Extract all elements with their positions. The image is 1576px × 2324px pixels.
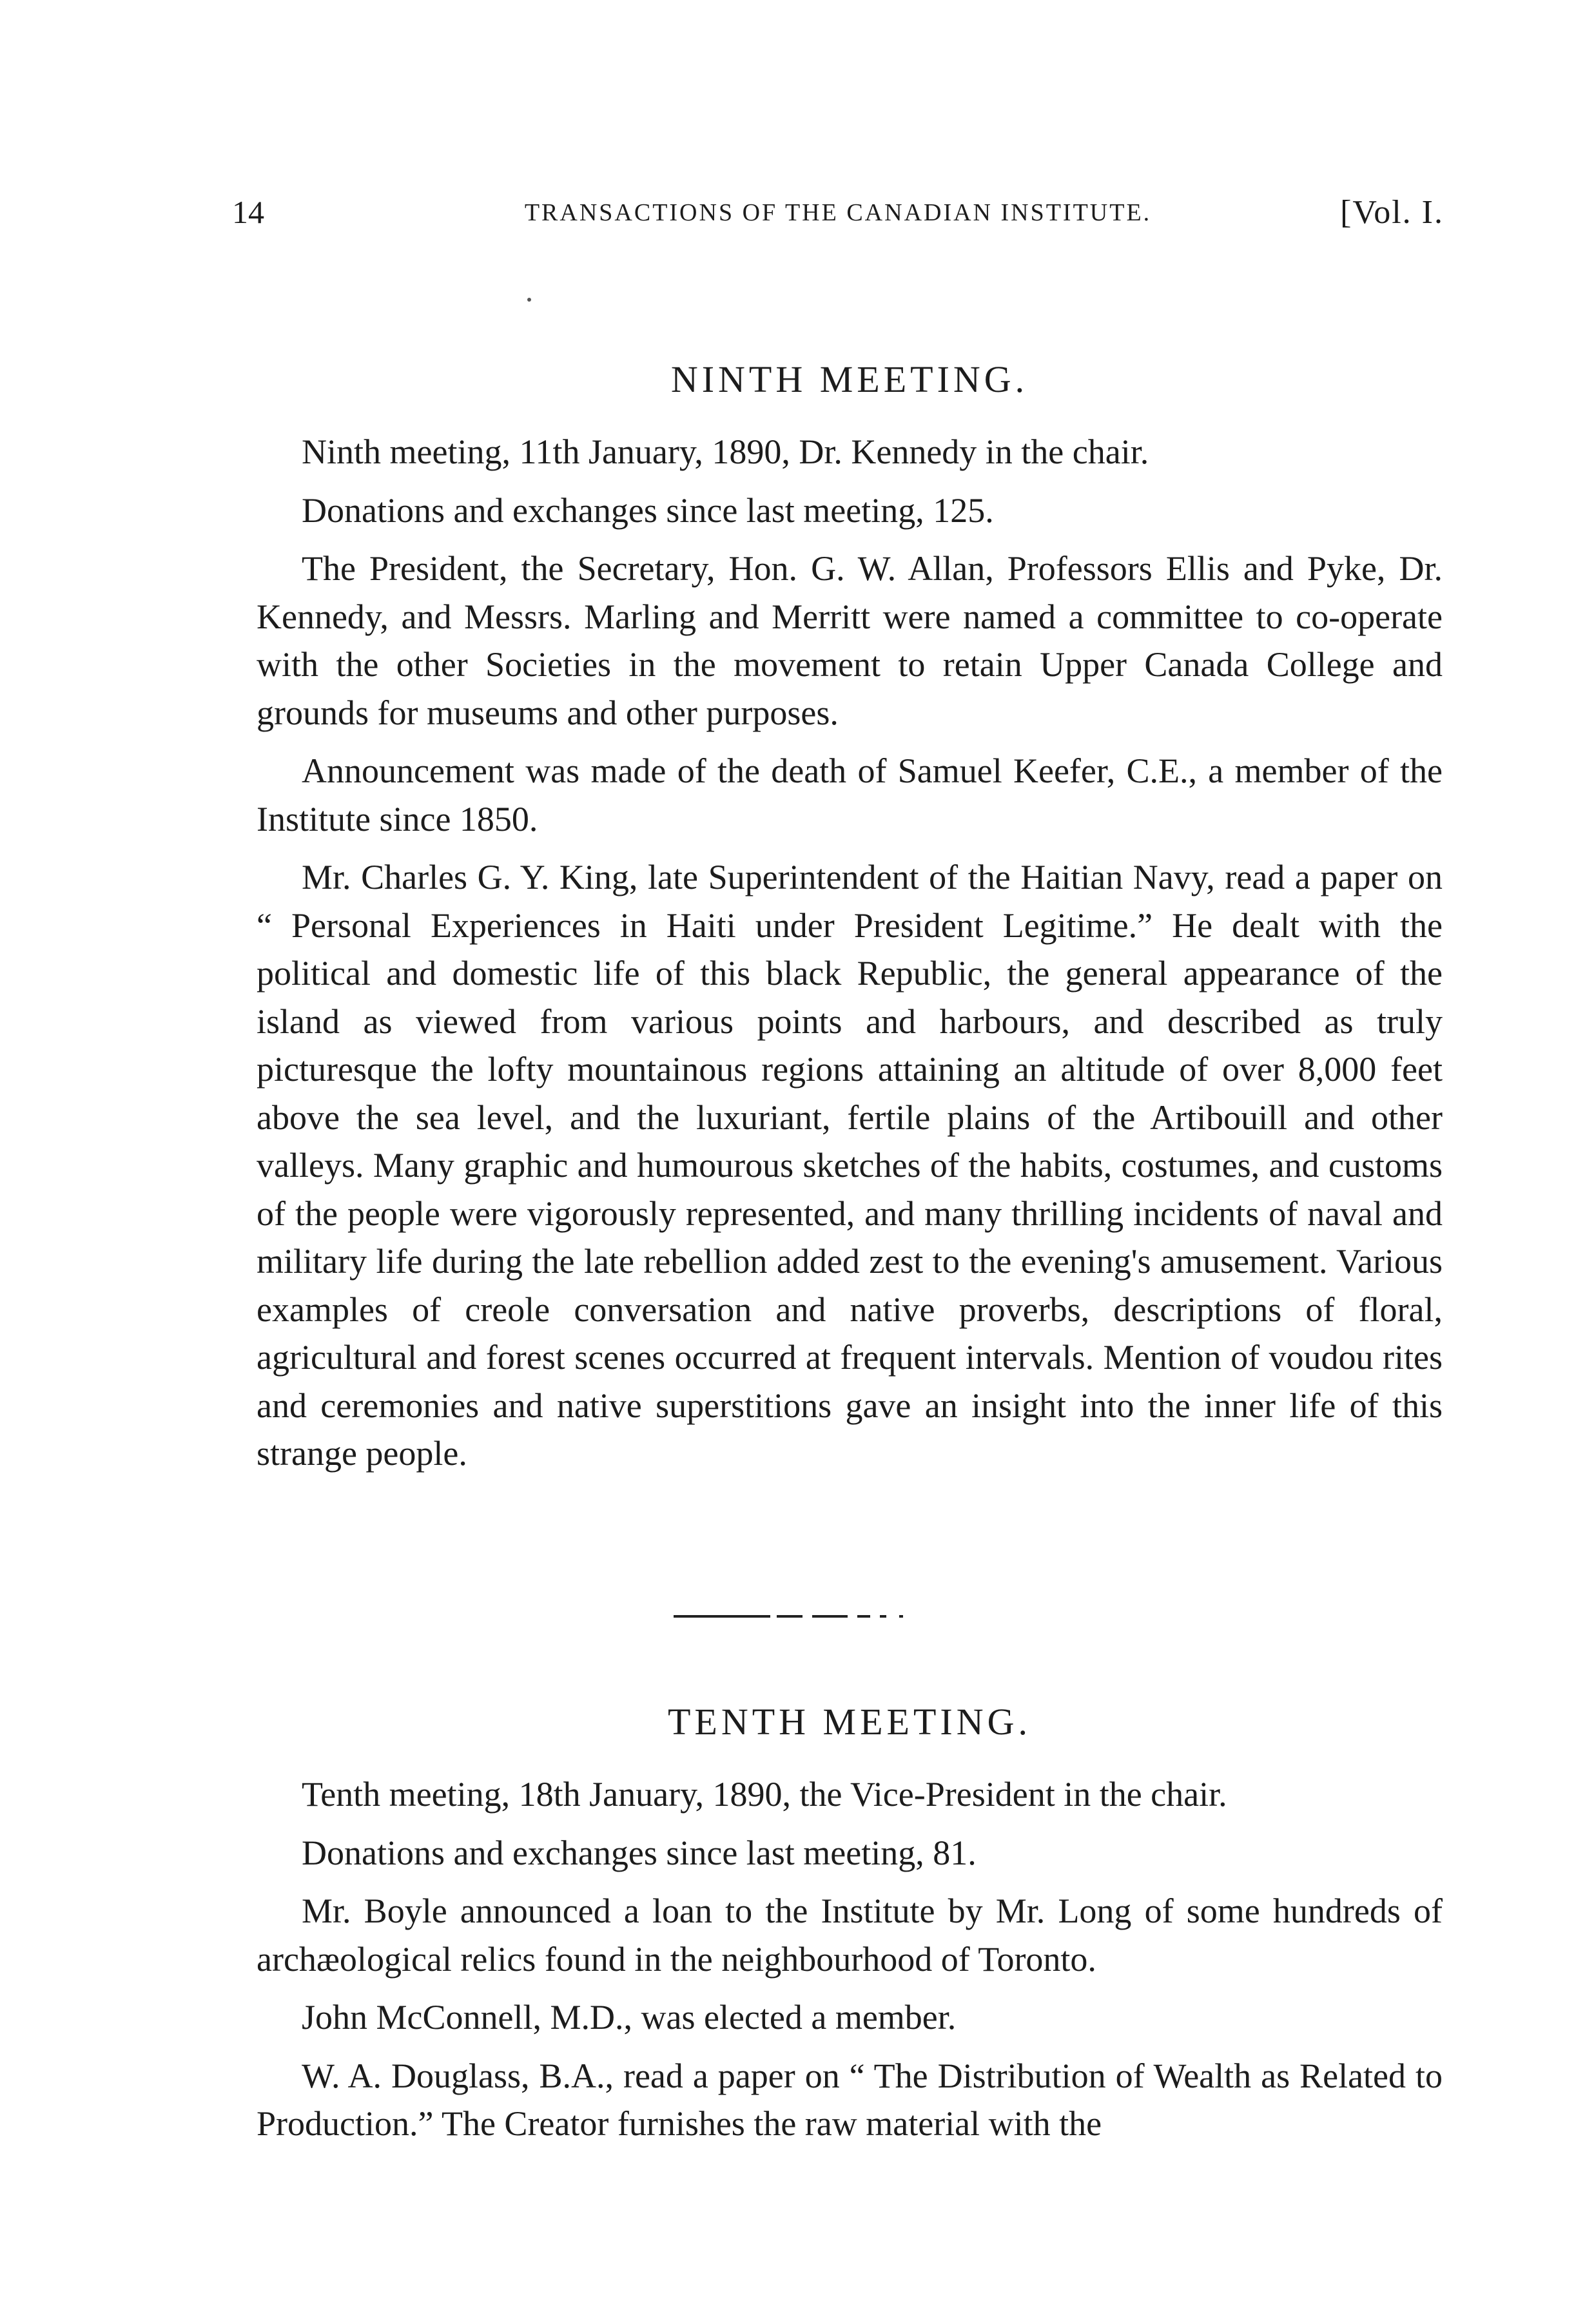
ninth-meeting-heading: NINTH MEETING. [670,358,1029,400]
tenth-meeting-heading: TENTH MEETING. [667,1701,1031,1743]
page-number: 14 [232,194,264,230]
print-speck [527,298,531,302]
ninth-meeting-paragraph: Donations and exchanges since last meeting, 125. [302,490,994,530]
tenth-meeting-paragraph: Mr. Boyle announced a loan to the Institute by Mr. Long of some hundreds of archæological relics found in the neighbourhood of Toronto. [257,1892,1443,1979]
tenth-meeting-paragraph: Donations and exchanges since last meeting, 81. [302,1833,977,1872]
tenth-meeting-paragraph: John McConnell, M.D., was elected a member. [302,1998,957,2037]
volume-label: [Vol. I. [1340,194,1444,231]
journal-title: TRANSACTIONS OF THE CANADIAN INSTITUTE. [524,199,1152,226]
tenth-meeting-paragraph: W. A. Douglass, B.A., read a paper on “ The Distribution of Wealth as Related to Production.” The Creator furnishes the raw material with the [257,2056,1443,2143]
tenth-meeting-paragraph: Tenth meeting, 18th January, 1890, the Vice-President in the chair. [302,1775,1227,1814]
running-head [232,193,1444,245]
tenth-meeting-section [257,1700,1443,2158]
ninth-meeting-paragraph: Announcement was made of the death of Samuel Keefer, C.E., a member of the Institute since 1850. [257,751,1443,838]
ninth-meeting-section [257,358,1443,1488]
section-separator-rule [674,1615,906,1619]
ninth-meeting-paragraph: Ninth meeting, 11th January, 1890, Dr. Kennedy in the chair. [302,432,1149,471]
ninth-meeting-paragraph: The President, the Secretary, Hon. G. W. Allan, Professors Ellis and Pyke, Dr. Kennedy, and Messrs. Marling and Merritt were named a committee to co-operate with the other Societies in the movement to retain Upper Canada College and grounds for museums and other purposes. [257,549,1443,732]
ninth-meeting-paragraph: Mr. Charles G. Y. King, late Superintendent of the Haitian Navy, read a paper on “ Personal Experiences in Haiti under President Legitime.” He dealt with the political and domestic life of this black Republic, the general appearance of the island as viewed from various points and harbours, and described as truly picturesque the lofty mountainous regions attaining an altitude of over 8,000 feet above the sea level, and the luxuriant, fertile plains of the Artibouill and other valleys. Many graphic and humourous sketches of the habits, costumes, and customs of the people were vigorously represented, and many thrilling incidents of naval and military life during the late rebellion added zest to the evening's amusement. Various examples of creole conversation and native proverbs, descriptions of floral, agricultural and forest scenes occurred at frequent intervals. Mention of voudou rites and ceremonies and native superstitions gave an insight into the inner life of this strange people. [257,858,1443,1473]
